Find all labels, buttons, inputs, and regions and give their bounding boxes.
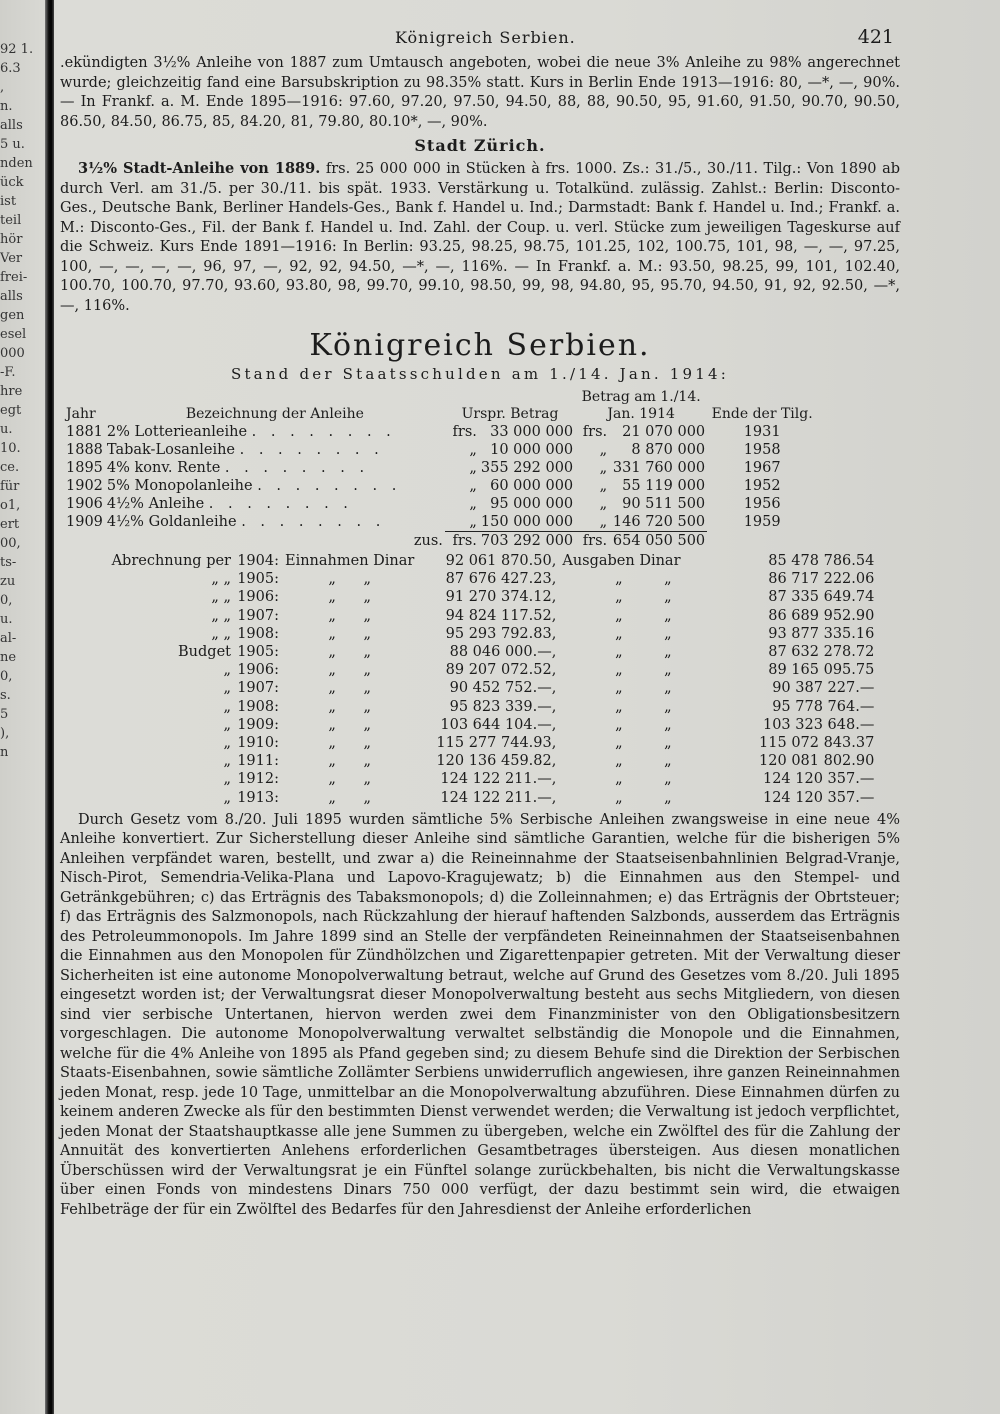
accounts-year: 1907:	[237, 607, 279, 624]
accounts-year: 1913:	[237, 789, 279, 806]
expense-ditto: „ „	[615, 771, 672, 788]
accounts-kind: „	[223, 680, 231, 697]
margin-fragment: u.	[0, 612, 13, 627]
margin-fragment: 5	[0, 707, 9, 722]
accounts-expense: 89 165 095.75	[768, 662, 875, 679]
accounts-income: 120 136 459.82,	[436, 753, 557, 770]
debt-current-currency: „	[599, 478, 608, 494]
accounts-income: 103 644 104.—,	[440, 716, 557, 733]
accounts-year: 1909:	[237, 716, 279, 733]
debt-orig-amount: 150 000 000	[480, 514, 574, 530]
margin-fragment: o1,	[0, 498, 21, 513]
expense-ditto: „ „	[615, 625, 672, 642]
debt-current-currency: „	[599, 496, 608, 512]
debt-orig-amount: 60 000 000	[490, 478, 574, 494]
income-ditto: „ „	[328, 625, 372, 642]
margin-fragment: 0,	[0, 669, 13, 684]
debt-current-currency: „	[599, 460, 608, 476]
margin-fragment: egt	[0, 403, 22, 418]
debt-current-amount: 21 070 000	[622, 424, 706, 440]
accounts-income: 95 293 792.83,	[445, 625, 557, 642]
income-ditto: „ „	[328, 607, 372, 624]
adjacent-page-fragments	[0, 40, 44, 820]
debt-name-text: Tabak-Losanleihe	[106, 442, 236, 458]
debt-table-row	[64, 423, 817, 441]
margin-fragment: ert	[0, 517, 20, 532]
debt-current-amount: 55 119 000	[622, 478, 706, 494]
expense-ditto: „ „	[615, 607, 672, 624]
debt-table-body	[64, 423, 817, 550]
serbien-title: Königreich Serbien.	[309, 328, 651, 363]
margin-fragment: -F.	[0, 365, 16, 380]
debt-orig-currency: „	[469, 442, 477, 458]
accounts-kind: „	[223, 735, 231, 752]
debt-year: 1902	[66, 478, 103, 494]
margin-fragment: ück	[0, 175, 24, 190]
debt-orig-currency: „	[469, 514, 477, 530]
debt-name-text: 4% konv. Rente	[106, 460, 221, 476]
accounts-row	[84, 698, 877, 716]
margin-fragment: hör	[0, 232, 23, 247]
accounts-table-body	[84, 552, 877, 807]
margin-fragment: hre	[0, 384, 23, 399]
debt-name: 4½% Goldanleihe . . . . . . . .	[106, 514, 386, 531]
col-current-header: Betrag am 1./14. Jan. 1914	[581, 389, 701, 422]
zurich-paragraph-text: frs. 25 000 000 in Stücken à frs. 1000. Zs.: 31./5., 30./11. Tilg.: Von 1890 ab durch Verl. am 31./5. per 30./11. bis spät. 1933. Verstärkung u. Totalkünd. zulässig. Zahlst.: Berlin: Disconto-Ges., Deutsche Bank, Berliner Handels-Ges., Bank f. Handel u. Ind.; Darmstadt: Bank f. Handel u. Ind.; Frankf. a. M.: Disconto-Ges., Fil. der Bank f. Handel u. Ind. Zahl. der Coup. u. verl. Stücke zum jeweiligen Tageskurse auf die Schweiz. Kurs Ende 1891—1916: In Berlin: 93.25, 98.25, 98.75, 101.25, 102, 100.75, 101, 98, —, —, 97.25, 100, —, —, —, —, 96, 97, —, 92, 92, 94.50, —*, —, 116%. — In Frankf. a. M.: 93.50, 98.25, 99, 101, 102.40, 100.70, 100.70, 97.70, 93.60, 93.80, 98, 99.70, 99.10, 98.50, 99, 98, 94.80, 95, 95.70, 94.50, 91, 92, 92.50, —*, —, 116%.	[60, 161, 901, 314]
accounts-row	[84, 734, 877, 752]
accounts-expense: 103 323 648.—	[762, 716, 875, 733]
accounts-kind: „	[223, 789, 231, 806]
accounts-row	[84, 570, 877, 588]
accounts-kind: „	[223, 716, 231, 733]
margin-fragment: nden	[0, 156, 33, 171]
margin-fragment: s.	[0, 688, 11, 703]
income-ditto: „ „	[328, 753, 372, 770]
accounts-expense: 124 120 357.—	[762, 771, 875, 788]
accounts-kind: „	[223, 662, 231, 679]
debt-end-year: 1952	[743, 478, 781, 494]
expense-ditto: „ „	[615, 680, 672, 697]
serbien-subtitle: Stand der Staatsschulden am 1./14. Jan. 1914:	[230, 365, 730, 383]
accounts-kind: „	[223, 698, 231, 715]
running-head-title: Königreich Serbien.	[395, 28, 576, 47]
debt-year: 1895	[66, 460, 103, 476]
accounts-year: 1911:	[237, 753, 279, 770]
accounts-year: 1904:	[237, 553, 279, 569]
debt-orig-currency: „	[469, 478, 477, 494]
debt-name: Tabak-Losanleihe . . . . . . . .	[106, 442, 384, 458]
accounts-year: 1908:	[237, 698, 279, 715]
accounts-expense: 86 717 222.06	[768, 571, 875, 588]
debt-end-year: 1931	[743, 424, 781, 440]
accounts-kind: Budget	[178, 644, 231, 661]
debt-total-current-currency: frs.	[575, 532, 609, 551]
accounts-row	[84, 679, 877, 697]
margin-fragment: ce.	[0, 460, 20, 475]
expense-ditto: „ „	[615, 571, 672, 588]
debt-name-text: 4½% Goldanleihe	[106, 514, 237, 531]
margin-fragment: zu	[0, 574, 16, 589]
margin-fragment: ,	[0, 80, 5, 95]
margin-fragment: esel	[0, 327, 27, 342]
zurich-heading: Stadt Zürich.	[414, 136, 546, 155]
debt-name-text: 5% Monopolanleihe	[106, 478, 253, 494]
accounts-income: 90 452 752.—,	[449, 680, 557, 697]
margin-fragment: ist	[0, 194, 17, 209]
expense-ditto: „ „	[615, 698, 672, 715]
margin-fragment: 92 1.	[0, 42, 34, 57]
accounts-income: 124 122 211.—,	[440, 771, 557, 788]
accounts-row	[84, 752, 877, 770]
debt-end-year: 1958	[743, 442, 781, 458]
intro-paragraph: .ekündigten 3½% Anleihe von 1887 zum Umtausch angeboten, wobei die neue 3% Anleihe zu 98% angerechnet wurde; gleichzeitig fand eine Barsubskription zu 98.35% statt. Kurs in Berlin Ende 1913—1916: 80, —*, —, 90%. — In Frankf. a. M. Ende 1895—1916: 97.60, 97.20, 97.50, 94.50, 88, 88, 90.50, 95, 91.60, 91.50, 90.70, 90.50, 86.50, 84.50, 86.75, 85, 84.20, 81, 79.80, 80.10*, —, 90%.	[60, 55, 900, 130]
debt-table-row	[64, 513, 817, 532]
margin-fragment: 0,	[0, 593, 13, 608]
accounts-kind: „	[223, 753, 231, 770]
accounts-expense: 86 689 952.90	[768, 607, 875, 624]
margin-fragment: 000	[0, 346, 25, 361]
debt-orig-amount: 33 000 000	[490, 424, 574, 440]
margin-fragment: n.	[0, 99, 13, 114]
debt-end-year: 1956	[743, 496, 781, 512]
accounts-kind: „ „	[211, 571, 231, 588]
accounts-row	[84, 625, 877, 643]
margin-fragment: alls	[0, 289, 23, 304]
expense-label: Ausgaben Dinar	[562, 553, 681, 569]
margin-fragment: gen	[0, 308, 25, 323]
debt-current-currency: „	[599, 442, 608, 458]
margin-fragment: für	[0, 479, 20, 494]
debt-year: 1906	[66, 496, 103, 512]
debt-table-row	[64, 477, 817, 495]
accounts-kind: „ „	[211, 625, 231, 642]
accounts-expense: 95 778 764.—	[772, 698, 875, 715]
debt-end-year: 1967	[743, 460, 781, 476]
accounts-kind: Abrechnung per	[111, 553, 231, 569]
accounts-expense: 124 120 357.—	[762, 789, 875, 806]
debt-total-current: 654 050 500	[609, 532, 707, 551]
debt-table-row	[64, 495, 817, 513]
margin-fragment: 00,	[0, 536, 21, 551]
page-content	[60, 22, 900, 1220]
margin-fragment: alls	[0, 118, 23, 133]
debt-total-label: zus.	[413, 532, 443, 549]
margin-fragment: teil	[0, 213, 22, 228]
debt-name: 4½% Anleihe . . . . . . . .	[106, 496, 353, 512]
zurich-bond-name: 3½% Stadt-Anleihe von 1889.	[78, 160, 321, 177]
income-ditto: „ „	[328, 662, 372, 679]
accounts-income: 124 122 211.—,	[440, 789, 557, 806]
col-end-header: Ende der Tilg.	[711, 406, 813, 422]
debt-current-amount: 146 720 500	[612, 514, 706, 530]
accounts-row	[84, 716, 877, 734]
income-ditto: „ „	[328, 571, 372, 588]
accounts-income: 91 270 374.12,	[445, 589, 557, 606]
debt-orig-amount: 355 292 000	[480, 460, 574, 476]
accounts-expense: 90 387 227.—	[772, 680, 875, 697]
col-orig-header: Urspr. Betrag	[461, 406, 559, 422]
accounts-row	[84, 770, 877, 788]
debt-table-row	[64, 459, 817, 477]
accounts-year: 1905:	[237, 571, 279, 588]
debt-current-amount: 331 760 000	[612, 460, 706, 476]
page-number: 421	[857, 26, 894, 48]
accounts-expense: 85 478 786.54	[768, 553, 875, 569]
book-gutter-shadow	[45, 0, 54, 1414]
margin-fragment: ),	[0, 726, 10, 741]
accounts-year: 1910:	[237, 735, 279, 752]
accounts-row	[84, 588, 877, 606]
accounts-year: 1907:	[237, 680, 279, 697]
debt-orig-currency: „	[469, 496, 477, 512]
margin-fragment: 5 u.	[0, 137, 25, 152]
debt-current-amount: 8 870 000	[631, 442, 706, 458]
income-ditto: „ „	[328, 716, 372, 733]
accounts-kind: „ „	[211, 607, 231, 624]
running-head	[60, 22, 900, 54]
debt-table-header	[64, 389, 817, 423]
debt-total-row	[64, 532, 817, 551]
income-ditto: „ „	[328, 698, 372, 715]
debt-name: 5% Monopolanleihe . . . . . . . .	[106, 478, 402, 494]
income-ditto: „ „	[328, 680, 372, 697]
accounts-row	[84, 661, 877, 679]
margin-fragment: 10.	[0, 441, 21, 456]
accounts-row	[84, 789, 877, 807]
body-paragraph: Durch Gesetz vom 8./20. Juli 1895 wurden sämtliche 5% Serbische Anleihen zwangsweise in eine neue 4% Anleihe konvertiert. Zur Sicherstellung dieser Anleihe sind sämtliche Garantien, welche für die bisherigen 5% Anleihen verpfändet waren, bestellt, und zwar a) die Reineinnahme der Staatseisenbahnlinien Belgrad-Vranje, Nisch-Pirot, Semendria-Velika-Plana und Lapovo-Kragujewatz; b) die Einnahmen aus den Stempel- und Getränkgebühren; c) das Erträgnis des Tabaksmonopols; d) die Zolleinnahmen; e) das Erträgnis der Obrtsteuer; f) das Erträgnis des Salzmonopols, nach Rückzahlung der hierauf haftenden Salzbonds, ausserdem das Erträgnis des Petroleummonopols. Im Jahre 1899 sind an Stelle der verpfändeten Reineinnahmen der Staatseisenbahnen die Einnahmen aus den Monopolen für Zündhölzchen und Zigarettenpapier getreten. Mit der Verwaltung dieser Sicherheiten ist eine autonome Monopolverwaltung betraut, welche auf Grund des Gesetzes vom 8./20. Juli 1895 eingesetzt worden ist; der Verwaltungsrat dieser Monopolverwaltung besteht aus sechs Mitgliedern, von diesen sind vier serbische Untertanen, hiervon werden zwei dem Finanzminister von den Obligationsbesitzern vorgeschlagen. Die autonome Monopolverwaltung verwaltet selbständig die Monopole und die Einnahmen, welche für die 4% Anleihe von 1895 als Pfand gegeben sind; zu diesem Behufe sind die Direktion der Serbischen Staats-Eisenbahnen, sowie sämtliche Zollämter Serbiens unwiderruflich angewiesen, ihre ganzen Reineinnahmen jeden Monat, resp. jede 10 Tage, unmittelbar an die Monopolverwaltung abzuführen. Diese Einnahmen dürfen zu keinem anderen Zwecke als für den bestimmten Dienst verwendet werden; die Verwaltung ist jedoch verpflichtet, jeden Monat der Staatshauptkasse alle jene Summen zu übergeben, welche ein Zwölftel des für die Zahlung der Annuität des konvertierten Anlehens erforderlichen Gesamtbetrages übersteigen. Aus diesen monatlichen Überschüssen wird der Verwaltungsrat je ein Fünftel solange zurückbehalten, bis nicht die Verwaltungskasse über einen Fonds von mindestens Dinars 750 000 verfügt, der dazu bestimmt sein wird, die etwaigen Fehlbeträge der für ein Zwölftel des Bedarfes für den Jahresdienst der Anleihe erforderlichen	[60, 811, 900, 1218]
expense-ditto: „ „	[615, 716, 672, 733]
accounts-income: 95 823 339.—,	[449, 698, 557, 715]
expense-ditto: „ „	[615, 753, 672, 770]
expense-ditto: „ „	[615, 735, 672, 752]
debt-current-currency: „	[599, 514, 608, 530]
accounts-kind: „ „	[211, 589, 231, 606]
accounts-income: 94 824 117.52,	[445, 607, 557, 624]
accounts-income: 115 277 744.93,	[436, 735, 557, 752]
accounts-year: 1906:	[237, 662, 279, 679]
accounts-row	[84, 643, 877, 661]
accounts-table	[84, 552, 877, 807]
debt-total-orig-currency: frs.	[445, 532, 479, 551]
debt-orig-amount: 95 000 000	[490, 496, 574, 512]
accounts-row	[84, 607, 877, 625]
accounts-row	[84, 552, 877, 570]
income-ditto: „ „	[328, 589, 372, 606]
debt-orig-amount: 10 000 000	[490, 442, 574, 458]
income-ditto: „ „	[328, 735, 372, 752]
income-ditto: „ „	[328, 644, 372, 661]
accounts-year: 1906:	[237, 589, 279, 606]
accounts-income: 87 676 427.23,	[445, 571, 557, 588]
accounts-income: 92 061 870.50,	[445, 553, 557, 569]
margin-fragment: n	[0, 745, 9, 760]
debt-current-amount: 90 511 500	[622, 496, 706, 512]
accounts-expense: 87 632 278.72	[768, 644, 875, 661]
margin-fragment: Ver	[0, 251, 23, 266]
debt-year: 1881	[66, 424, 103, 440]
debt-table	[64, 389, 817, 550]
accounts-year: 1908:	[237, 625, 279, 642]
zurich-paragraph	[60, 159, 900, 316]
debt-name: 2% Lotterieanleihe . . . . . . . .	[106, 424, 396, 440]
accounts-expense: 115 072 843.37	[759, 735, 875, 752]
debt-name: 4% konv. Rente . . . . . . . .	[106, 460, 370, 476]
accounts-kind: „	[223, 771, 231, 788]
margin-fragment: ts-	[0, 555, 17, 570]
accounts-expense: 87 335 649.74	[768, 589, 875, 606]
margin-fragment: 6.3	[0, 61, 21, 76]
expense-ditto: „ „	[615, 789, 672, 806]
accounts-year: 1912:	[237, 771, 279, 788]
debt-orig-currency: „	[469, 460, 477, 476]
margin-fragment: frei-	[0, 270, 28, 285]
col-year-header: Jahr	[66, 406, 96, 422]
debt-name-text: 4½% Anleihe	[106, 496, 205, 512]
margin-fragment: u.	[0, 422, 13, 437]
debt-name-text: 2% Lotterieanleihe	[106, 424, 248, 440]
margin-fragment: ne	[0, 650, 17, 665]
col-name-header: Bezeichnung der Anleihe	[185, 406, 364, 422]
income-ditto: „ „	[328, 789, 372, 806]
debt-orig-currency: frs.	[452, 424, 477, 440]
margin-fragment: al-	[0, 631, 17, 646]
income-ditto: „ „	[328, 771, 372, 788]
debt-end-year: 1959	[743, 514, 781, 531]
debt-table-row	[64, 441, 817, 459]
accounts-expense: 120 081 802.90	[759, 753, 875, 770]
debt-year: 1888	[66, 442, 103, 458]
accounts-year: 1905:	[237, 644, 279, 661]
expense-ditto: „ „	[615, 662, 672, 679]
accounts-income: 89 207 072.52,	[445, 662, 557, 679]
accounts-income: 88 046 000.—,	[449, 644, 557, 661]
debt-current-currency: frs.	[582, 424, 608, 440]
accounts-expense: 93 877 335.16	[768, 625, 875, 642]
debt-total-orig: 703 292 000	[480, 533, 574, 549]
income-label: Einnahmen Dinar	[285, 553, 415, 569]
expense-ditto: „ „	[615, 589, 672, 606]
expense-ditto: „ „	[615, 644, 672, 661]
debt-year: 1909	[66, 514, 103, 531]
